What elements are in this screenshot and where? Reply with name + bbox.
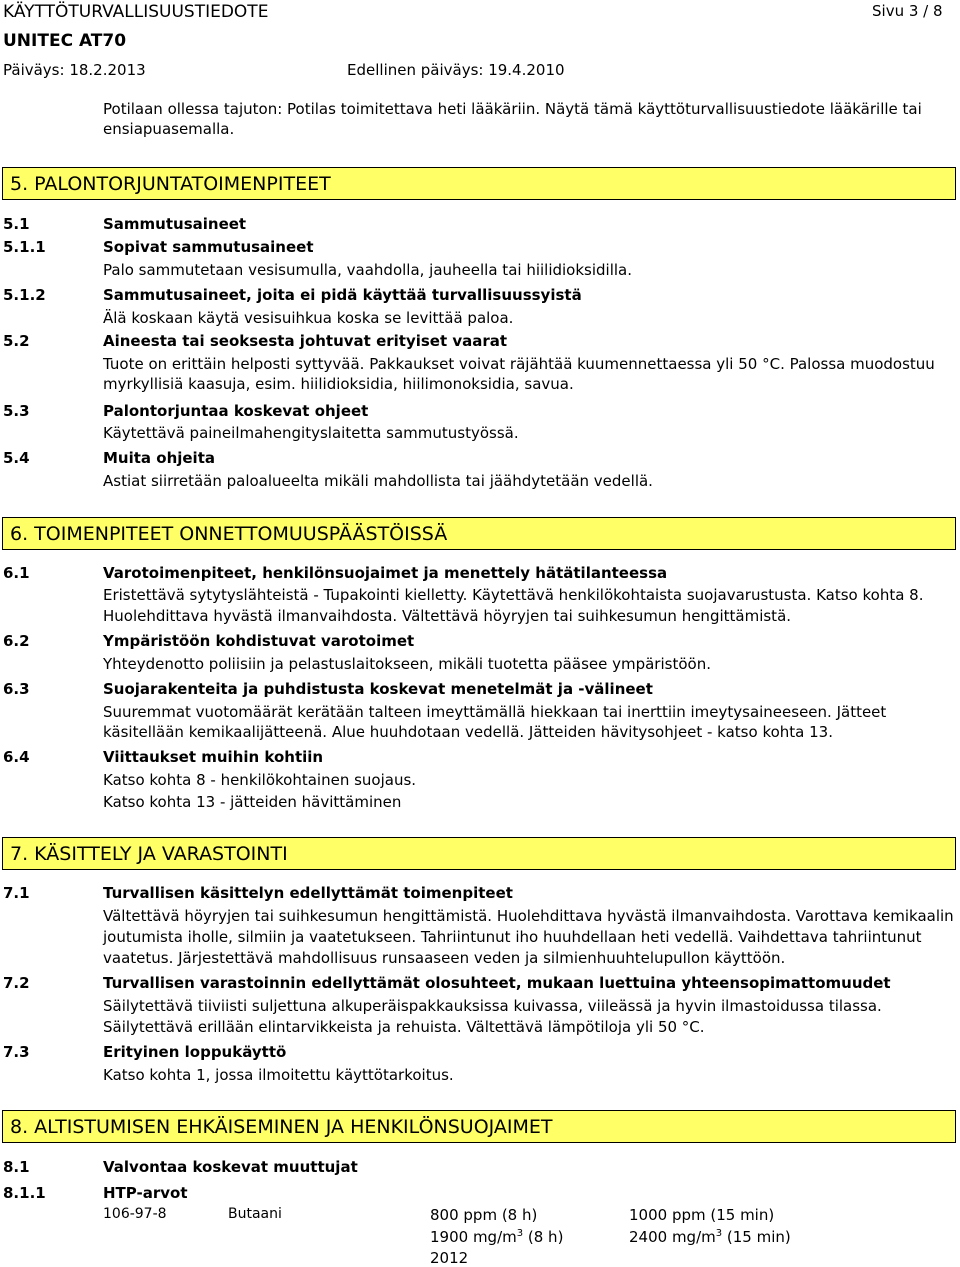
page-number: Sivu 3 / 8	[872, 2, 943, 20]
section-6-banner	[2, 517, 956, 550]
subsection-number: 5.1	[3, 215, 30, 233]
body-text: vaatetus. Järjestettävä mahdollisuus runsaaseen veden ja silmienhuuhtelupullon käyttöön.	[103, 949, 786, 967]
body-text: Yhteydenotto poliisiin ja pelastuslaitokseen, mikäli tuotetta pääsee ympäristöön.	[103, 655, 711, 673]
section-7-title: 7. KÄSITTELY JA VARASTOINTI	[10, 843, 288, 865]
subsection-number: 6.2	[3, 632, 30, 650]
previous-date: Edellinen päiväys: 19.4.2010	[347, 61, 565, 79]
substance-name: Butaani	[228, 1206, 282, 1222]
limit-15min-mgm3: 2400 $mg/m^3$ (15 min)	[629, 1228, 791, 1246]
document-type: KÄYTTÖTURVALLISUUSTIEDOTE	[3, 2, 269, 22]
subsection-title: Viittaukset muihin kohtiin	[103, 748, 324, 766]
subsection-number: 8.1	[3, 1158, 30, 1176]
subsection-number: 5.1.1	[3, 238, 46, 256]
body-text: Eristettävä sytytyslähteistä - Tupakointi kielletty. Käytettävä henkilökohtaista suojavarustusta. Katso kohta 8.	[103, 586, 924, 604]
body-text: Säilytettävä erillään elintarvikkeista ja rehuista. Vältettävä lämpötiloja yli 50 °C.	[103, 1018, 705, 1036]
body-text: Katso kohta 8 - henkilökohtainen suojaus.	[103, 771, 417, 789]
subsection-number: 5.2	[3, 332, 30, 350]
body-text: Huolehdittava hyvästä ilmanvaihdosta. Vältettävä höyryjen tai suihkesumun hengittämistä.	[103, 607, 792, 625]
subsection-title: Sammutusaineet	[103, 215, 247, 233]
product-name: UNITEC AT70	[3, 31, 127, 51]
subsection-title: Erityinen loppukäyttö	[103, 1043, 287, 1061]
subsection-number: 5.3	[3, 402, 30, 420]
intro-line: ensiapuasemalla.	[103, 120, 235, 138]
subsection-title: Varotoimenpiteet, henkilönsuojaimet ja menettely hätätilanteessa	[103, 564, 668, 582]
limit-year: 2012	[430, 1249, 469, 1267]
limit-8h-mgm3: 1900 $mg/m^3$ (8 h)	[430, 1228, 564, 1246]
body-text: joutumista iholle, silmiin ja vaatetukseen. Tahriintunut iho huuhdellaan heti vedellä. Vaihdettava tahriintunut	[103, 928, 922, 946]
section-6-title: 6. TOIMENPITEET ONNETTOMUUSPÄÄSTÖISSÄ	[10, 523, 448, 545]
body-text: käsitellään kemikaalijätteenä. Alue huuhdotaan vedellä. Jätteiden hävitysohjeet - katso kohta 13.	[103, 723, 833, 741]
body-text: Älä koskaan käytä vesisuihkua koska se levittää paloa.	[103, 309, 514, 327]
subsection-number: 7.3	[3, 1043, 30, 1061]
body-text: Säilytettävä tiiviisti suljettuna alkuperäispakkauksissa kuivassa, viileässä ja hyvin ilmastoidussa tilassa.	[103, 997, 882, 1015]
subsection-title: Palontorjuntaa koskevat ohjeet	[103, 402, 369, 420]
subsection-number: 5.1.2	[3, 286, 46, 304]
subsection-title: Ympäristöön kohdistuvat varotoimet	[103, 632, 415, 650]
section-5-title: 5. PALONTORJUNTATOIMENPITEET	[10, 173, 331, 195]
section-7-banner	[2, 837, 956, 870]
subsection-title: Sopivat sammutusaineet	[103, 238, 314, 256]
subsection-number: 6.3	[3, 680, 30, 698]
subsection-title: HTP-arvot	[103, 1184, 188, 1202]
section-8-title: 8. ALTISTUMISEN EHKÄISEMINEN JA HENKILÖNSUOJAIMET	[10, 1116, 553, 1138]
body-text: Palo sammutetaan vesisumulla, vaahdolla, jauheella tai hiilidioksidilla.	[103, 261, 633, 279]
subsection-title: Sammutusaineet, joita ei pidä käyttää turvallisuussyistä	[103, 286, 582, 304]
body-text: Astiat siirretään paloalueelta mikäli mahdollista tai jäähdytetään vedellä.	[103, 472, 653, 490]
subsection-title: Aineesta tai seoksesta johtuvat erityiset vaarat	[103, 332, 508, 350]
subsection-title: Turvallisen varastoinnin edellyttämät olosuhteet, mukaan luettuina yhteensopimattomuudet	[103, 974, 891, 992]
body-text: Katso kohta 13 - jätteiden hävittäminen	[103, 793, 402, 811]
subsection-number: 7.1	[3, 884, 30, 902]
subsection-title: Muita ohjeita	[103, 449, 215, 467]
section-8-banner	[2, 1110, 956, 1143]
subsection-number: 6.1	[3, 564, 30, 582]
subsection-title: Valvontaa koskevat muuttujat	[103, 1158, 358, 1176]
subsection-number: 8.1.1	[3, 1184, 46, 1202]
body-text: Katso kohta 1, jossa ilmoitettu käyttötarkoitus.	[103, 1066, 454, 1084]
body-text: Suuremmat vuotomäärät kerätään talteen imeyttämällä hiekkaan tai inerttiin imeytysaineeseen. Jätteet	[103, 703, 887, 721]
subsection-title: Turvallisen käsittelyn edellyttämät toimenpiteet	[103, 884, 513, 902]
limit-8h-ppm: 800 ppm (8 h)	[430, 1206, 538, 1224]
section-5-banner	[2, 167, 956, 200]
body-text: Tuote on erittäin helposti syttyvää. Pakkaukset voivat räjähtää kuumennettaessa yli 50 °C. Palossa muodostuu	[103, 355, 935, 373]
body-text: myrkyllisiä kaasuja, esim. hiilidioksidia, hiilimonoksidia, savua.	[103, 375, 574, 393]
subsection-number: 6.4	[3, 748, 30, 766]
issue-date: Päiväys: 18.2.2013	[3, 61, 146, 79]
body-text: Käytettävä paineilmahengityslaitetta sammutustyössä.	[103, 424, 519, 442]
intro-line: Potilaan ollessa tajuton: Potilas toimitettava heti lääkäriin. Näytä tämä käyttöturvallisuustiedote lääkärille tai	[103, 100, 922, 118]
cas-number: 106-97-8	[103, 1206, 167, 1222]
limit-15min-ppm: 1000 ppm (15 min)	[629, 1206, 775, 1224]
subsection-title: Suojarakenteita ja puhdistusta koskevat menetelmät ja -välineet	[103, 680, 653, 698]
subsection-number: 7.2	[3, 974, 30, 992]
body-text: Vältettävä höyryjen tai suihkesumun hengittämistä. Huolehdittava hyvästä ilmanvaihdosta. Varottava kemikaalin	[103, 907, 954, 925]
subsection-number: 5.4	[3, 449, 30, 467]
